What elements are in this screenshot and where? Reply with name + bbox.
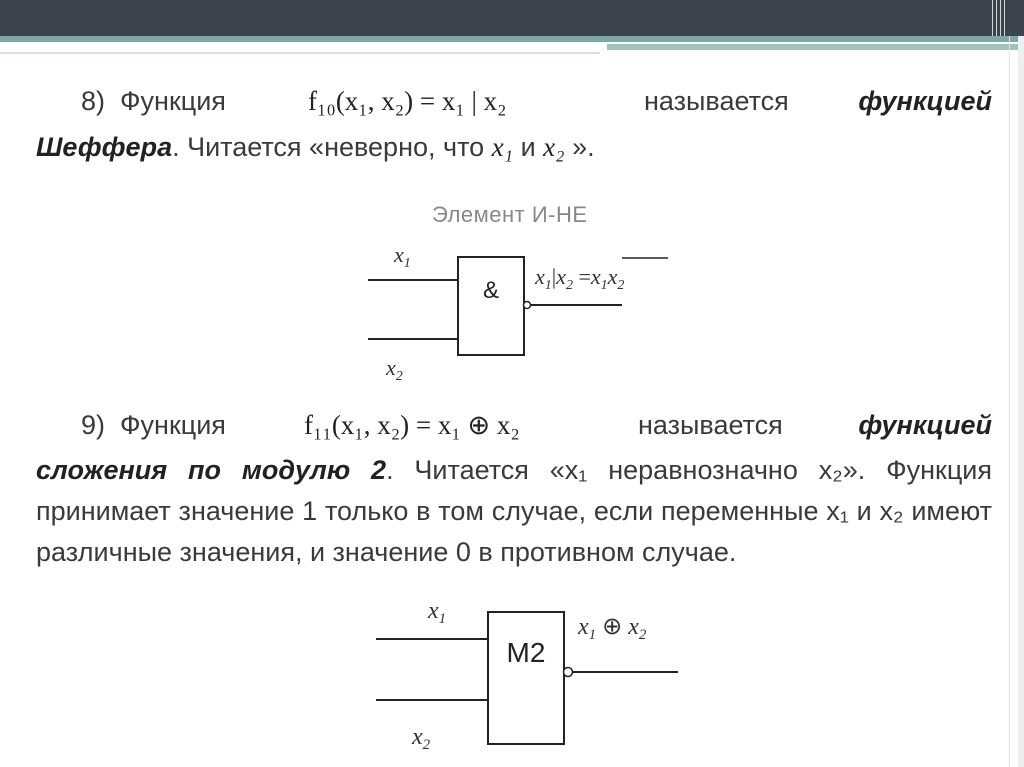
item8-formula: f₁₀(x₁, x₂) = x₁ | x₂ (308, 86, 507, 116)
gate2-input1-label: $x_1$ (428, 598, 447, 627)
accent-stripe-right (607, 44, 1024, 50)
item8-called: называется (644, 86, 789, 116)
right-margin-rule (1018, 36, 1024, 767)
gate2-body (488, 612, 564, 744)
item8-name-part1: функцией (858, 86, 992, 116)
gate1-body (458, 257, 524, 355)
accent-stripe (0, 36, 1024, 42)
accent-stripe-thin (0, 52, 600, 54)
gate2-output-label: $x_1$ ⊕ $x_2$ (578, 614, 647, 643)
item8-name-part2: Шеффера (36, 132, 173, 162)
gate1-input1-label: $x_1$ (394, 242, 411, 271)
item8-first-line (36, 86, 992, 127)
slide-top-bar (0, 0, 1024, 36)
top-bar-stripes (992, 0, 1006, 36)
item9-reads: . Читается «x₁ неравнозначно x₂». Функция принимает значение 1 только в том случае, если переменные x₁ и x₂ имеют различные значения, и значение 0 в противном случае. (36, 455, 992, 567)
item8-second-line (36, 132, 992, 173)
right-margin-line (1009, 36, 1010, 767)
gate1-symbol: & (482, 277, 500, 304)
item8-x2: x₂ (543, 132, 565, 162)
gate2-input2-label: $x_2$ (412, 724, 431, 753)
item9-formula: f₁₁(x₁, x₂) = x₁ ⊕ x₂ (304, 410, 520, 440)
item9-first-line (36, 410, 992, 451)
gate2-output-bubble (564, 668, 573, 677)
gate1-input2-label: $x_2$ (386, 355, 403, 384)
item9-name-part1: функцией (858, 410, 992, 440)
item8-and: и (520, 132, 536, 162)
nand-gate-diagram (360, 232, 680, 392)
gate1-output-label: $x_1|x_2 =x_1x_2$ (535, 264, 625, 293)
item8-word-function: Функция (120, 86, 226, 116)
item9-called: называется (638, 410, 783, 440)
item9-word-function: Функция (120, 410, 226, 440)
item8-second-text (36, 132, 595, 163)
item8-reads-prefix: . Читается «неверно, что (172, 132, 485, 162)
gate2-symbol: M2 (506, 637, 546, 668)
item8-x1: x₁ (491, 132, 514, 162)
gate1-title: Элемент И-НЕ (432, 202, 588, 227)
item9-number: 9) (81, 410, 106, 440)
item9-name-part2: сложения по модулю 2 (36, 455, 387, 485)
xor-gate-diagram (372, 592, 702, 764)
item8-number: 8) (81, 86, 106, 116)
item8-reads-suffix: ». (572, 132, 595, 162)
gate1-inversion-bubble (524, 302, 531, 309)
